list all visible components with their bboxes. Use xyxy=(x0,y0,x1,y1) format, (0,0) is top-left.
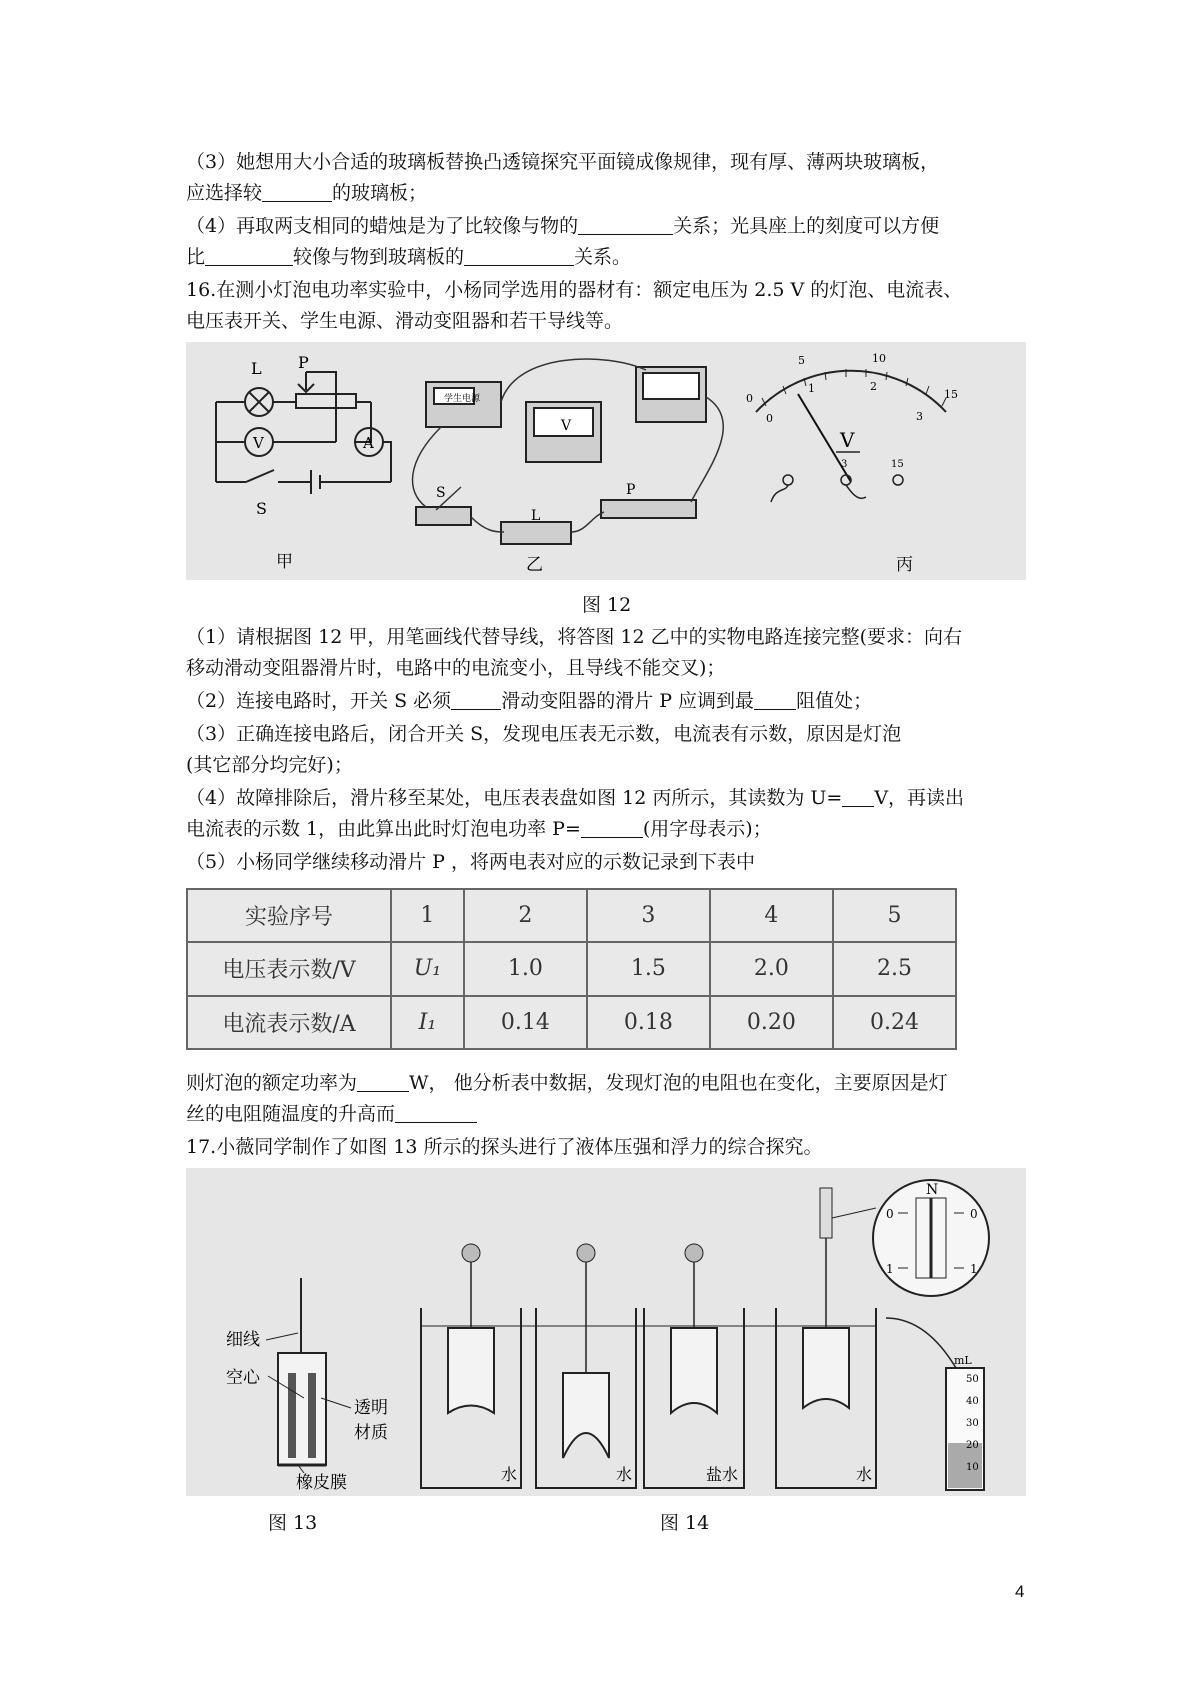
q15-p4-line1 xyxy=(186,211,939,241)
table-cell: 3 xyxy=(587,889,710,942)
switch-device xyxy=(416,507,471,525)
label-brine: 盐水 xyxy=(706,1465,739,1484)
meter-scale-5: 5 xyxy=(798,354,805,367)
label-P-schematic: P xyxy=(298,353,309,372)
rheostat-device xyxy=(601,500,696,518)
label-water-3: 水 xyxy=(856,1465,873,1484)
q16-blank-resistance-trend[interactable] xyxy=(395,1102,477,1123)
hand-1 xyxy=(462,1244,480,1262)
table-cell: U₁ xyxy=(391,942,464,995)
table-cell: 2 xyxy=(464,889,587,942)
q16-p4-text-c: 电流表的示数 1，由此算出此时灯泡电功率 P= xyxy=(186,818,581,840)
q15-p3-text-a: 应选择较 xyxy=(186,182,263,204)
q16-p4-text-b: V，再读出 xyxy=(874,787,965,809)
cyl-mark-30: 30 xyxy=(966,1418,979,1429)
cyl-mark-20: 20 xyxy=(966,1440,979,1451)
probe-in-water-1 xyxy=(448,1328,494,1413)
cyl-mark-50: 50 xyxy=(966,1374,979,1385)
meter-scale-10: 10 xyxy=(872,352,886,365)
q16-p4-line2 xyxy=(186,814,772,844)
table-cell: 0.20 xyxy=(710,996,833,1049)
table-cell: 1.0 xyxy=(464,942,587,995)
q16-p2-text-c: 阻值处； xyxy=(796,690,873,712)
table-row xyxy=(187,889,956,942)
q15-p3-line1: （3）她想用大小合适的玻璃板替换凸透镜探究平面镜成像规律，现有厚、薄两块玻璃板， xyxy=(186,151,940,173)
lamp-base xyxy=(501,522,571,544)
q16-after-text-a: 则灯泡的额定功率为 xyxy=(186,1072,358,1094)
table-cell: 0.14 xyxy=(464,996,587,1049)
q15-p4-text-b: 关系；光具座上的刻度可以方便 xyxy=(673,215,940,237)
label-water-2: 水 xyxy=(616,1465,633,1484)
scale-0-left: 0 xyxy=(886,1207,894,1221)
q16-p1-line1: （1）请根据图 12 甲，用笔画线代替导线，将答图 12 乙中的实物电路连接完整(要求：向右 xyxy=(186,626,963,648)
label-yi: 乙 xyxy=(526,555,543,575)
q15-p4-text-a: （4）再取两支相同的蜡烛是为了比较像与物的 xyxy=(186,215,579,237)
label-transparent-1: 透明 xyxy=(354,1398,388,1418)
probe-in-water-2 xyxy=(563,1373,609,1458)
q16-after-text-b: W， 他分析表中数据，发现灯泡的电阻也在变化，主要原因是灯 xyxy=(409,1072,948,1094)
q16-after-text-c: 丝的电阻随温度的升高而 xyxy=(186,1103,396,1125)
scale-1-left: 1 xyxy=(886,1262,894,1276)
q16-blank-resistance[interactable] xyxy=(754,689,796,710)
hand-2 xyxy=(577,1244,595,1262)
label-bing: 丙 xyxy=(896,555,913,575)
meter-V-label: V xyxy=(840,428,855,452)
q15-p4-text-e: 关系。 xyxy=(574,246,632,268)
meter-scale-0-inner: 0 xyxy=(766,412,773,425)
q16-p1-line2: 移动滑动变阻器滑片时，电路中的电流变小，且导线不能交叉)； xyxy=(186,657,726,679)
table-cell: 5 xyxy=(833,889,956,942)
q16-p2-text-a: （2）连接电路时，开关 S 必须 xyxy=(186,690,452,712)
table-row xyxy=(187,942,956,995)
figure-13-14-drawing xyxy=(186,1168,1026,1496)
cyl-mark-40: 40 xyxy=(966,1396,979,1407)
label-V-symbol: V xyxy=(253,434,264,452)
q16-p4-text-d: (用字母表示)； xyxy=(642,818,772,840)
label-L: L xyxy=(251,359,262,378)
q15-p4-text-c: 比 xyxy=(186,246,206,268)
q16-p4-text-a: （4）故障排除后，滑片移至某处，电压表表盘如图 12 丙所示，其读数为 U= xyxy=(186,787,843,809)
label-P-apparatus: P xyxy=(626,482,636,498)
table-cell: 0.18 xyxy=(587,996,710,1049)
table-cell: 0.24 xyxy=(833,996,956,1049)
voltmeter-device-label: V xyxy=(561,418,572,434)
meter-scale-1: 1 xyxy=(808,382,815,395)
table-cell: 2.5 xyxy=(833,942,956,995)
data-table xyxy=(186,888,957,1050)
q16-blank-power-expr[interactable] xyxy=(581,817,643,838)
figure-13-14 xyxy=(186,1168,1026,1496)
label-S-apparatus: S xyxy=(436,485,446,501)
label-thread: 细线 xyxy=(226,1330,260,1350)
q16-p5-line: （5）小杨同学继续移动滑片 P ，将两电表对应的示数记录到下表中 xyxy=(186,851,755,873)
label-N: N xyxy=(926,1182,939,1198)
label-water-1: 水 xyxy=(501,1465,518,1484)
meter-scale-15: 15 xyxy=(944,388,958,401)
power-supply-label: 学生电源 xyxy=(444,394,481,404)
q15-p3-text-b: 的玻璃板； xyxy=(332,182,428,204)
scale-0-right: 0 xyxy=(970,1207,978,1221)
table-cell: 4 xyxy=(710,889,833,942)
figure-12-caption: 图 12 xyxy=(582,594,632,616)
probe xyxy=(278,1353,326,1465)
label-hollow: 空心 xyxy=(226,1368,260,1388)
q15-blank-thickness[interactable] xyxy=(262,181,332,202)
q16-intro-line2: 电压表开关、学生电源、滑动变阻器和若干导线等。 xyxy=(186,310,624,332)
scale-1-right: 1 xyxy=(970,1262,978,1276)
figure-12-drawing xyxy=(186,342,1026,580)
q16-p2-line xyxy=(186,686,872,716)
q16-p3-line1: （3）正确连接电路后，闭合开关 S，发现电压表无示数，电流表有示数，原因是灯泡 xyxy=(186,723,902,745)
table-row xyxy=(187,996,956,1049)
label-transparent-2: 材质 xyxy=(354,1423,388,1443)
q16-p4-line1 xyxy=(186,783,964,813)
label-membrane: 橡皮膜 xyxy=(296,1473,347,1493)
table-cell: 1.5 xyxy=(587,942,710,995)
terminal-3: 3 xyxy=(841,459,848,470)
hand-3 xyxy=(685,1244,703,1262)
table-cell: 1 xyxy=(391,889,464,942)
figure-14-caption: 图 14 xyxy=(660,1512,710,1534)
q16-after-line1 xyxy=(186,1068,948,1098)
q15-blank-compare[interactable] xyxy=(205,245,293,266)
figure-13-caption: 图 13 xyxy=(268,1512,318,1534)
q15-p4-line2 xyxy=(186,242,631,272)
q16-blank-switch[interactable] xyxy=(451,689,501,710)
page-number: 4 xyxy=(1015,1582,1025,1601)
meter-scale-3: 3 xyxy=(916,410,923,423)
probe-in-water-3 xyxy=(803,1328,849,1408)
q16-blank-rated-power[interactable] xyxy=(357,1071,409,1092)
q15-p4-text-d: 较像与物到玻璃板的 xyxy=(293,246,465,268)
q16-intro-line1: 16.在测小灯泡电功率实验中，小杨同学选用的器材有：额定电压为 2.5 V 的灯泡、电流表、 xyxy=(186,279,963,301)
label-jia: 甲 xyxy=(276,552,293,572)
table-header-cell: 实验序号 xyxy=(187,889,391,942)
probe-in-brine xyxy=(671,1328,717,1413)
label-L-apparatus: L xyxy=(531,508,541,524)
q16-blank-voltage[interactable] xyxy=(842,786,874,807)
spring-scale xyxy=(820,1188,832,1238)
table-header-cell: 电流表示数/A xyxy=(187,996,391,1049)
q17-intro-line: 17.小薇同学制作了如图 13 所示的探头进行了液体压强和浮力的综合探究。 xyxy=(186,1136,823,1158)
label-ml: mL xyxy=(954,1354,972,1367)
table-cell: 2.0 xyxy=(710,942,833,995)
q16-p3-line2: (其它部分均完好)； xyxy=(186,754,353,776)
meter-scale-2: 2 xyxy=(870,380,877,393)
meter-scale-0-outer: 0 xyxy=(746,392,753,405)
q16-after-line2 xyxy=(186,1099,477,1129)
label-S-schematic: S xyxy=(256,499,267,518)
table-header-cell: 电压表示数/V xyxy=(187,942,391,995)
terminal-15: 15 xyxy=(891,459,904,470)
label-A-symbol: A xyxy=(363,434,374,452)
figure-12 xyxy=(186,342,1026,580)
q15-blank-distance[interactable] xyxy=(464,245,574,266)
cyl-mark-10: 10 xyxy=(966,1462,979,1473)
q15-blank-size[interactable] xyxy=(578,214,673,235)
q16-p2-text-b: 滑动变阻器的滑片 P 应调到最 xyxy=(501,690,755,712)
q15-p3-line2 xyxy=(186,178,427,208)
table-cell: I₁ xyxy=(391,996,464,1049)
